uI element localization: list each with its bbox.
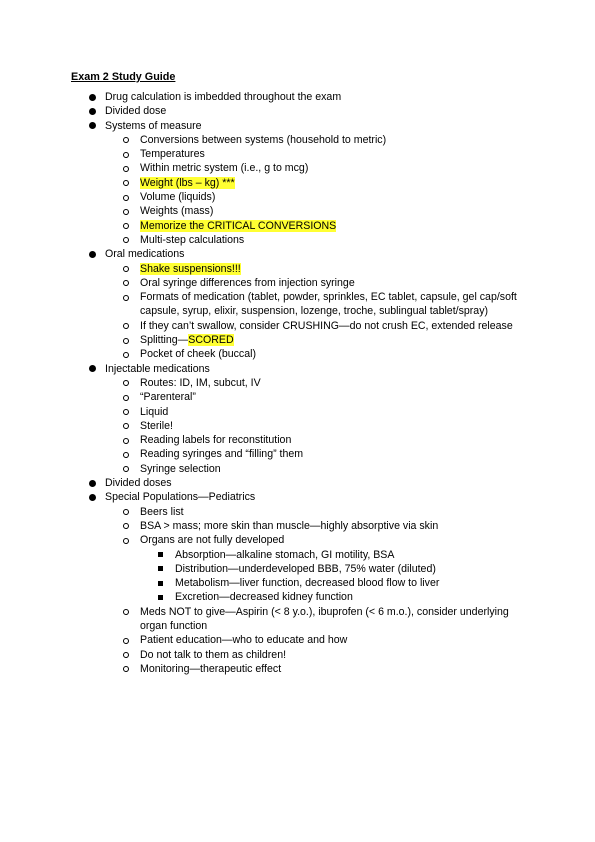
hollow-circle-bullet-icon [123,223,129,229]
hollow-circle-bullet-icon [123,638,129,644]
list-item-level-2 [105,347,520,361]
list-item-text: Formats of medication (tablet, powder, sprinkles, EC tablet, capsule, gel cap/soft capsule, syrup, elixir, suspension, lozenge, troche, sublingual tablet/spray) [140,291,517,318]
hollow-circle-bullet-icon [123,538,129,544]
list-item-text: Splitting— [140,334,189,347]
list-item-text: Volume (liquids) [140,191,216,204]
square-bullet-icon [158,581,163,586]
square-bullet-icon [158,552,163,557]
outline-list [0,90,595,676]
hollow-circle-bullet-icon [123,523,129,529]
list-item-text: Syringe selection [140,462,221,475]
list-item-text: Beers list [140,505,184,518]
hollow-circle-bullet-icon [123,409,129,415]
list-item-text: Weights (mass) [140,205,214,218]
list-item-level-2 [105,405,520,419]
list-item-text: Within metric system (i.e., g to mcg) [140,162,309,175]
highlighted-text: SCORED [188,334,234,347]
list-item-level-2 [105,204,520,218]
list-item-level-2 [105,133,520,147]
list-item-level-2 [105,433,520,447]
list-item-text: BSA > mass; more skin than muscle—highly absorptive via skin [140,519,439,532]
hollow-circle-bullet-icon [123,380,129,386]
list-item-level-1 [0,247,525,361]
sub-list [105,133,525,247]
list-item-level-2 [105,390,520,404]
filled-circle-bullet-icon [89,94,96,101]
list-item-level-2 [105,419,520,433]
list-item-level-2 [105,290,520,319]
hollow-circle-bullet-icon [123,652,129,658]
list-item-text: Sterile! [140,419,173,432]
list-item-level-3 [140,576,505,590]
list-item-level-3 [140,590,505,604]
hollow-circle-bullet-icon [123,152,129,158]
hollow-circle-bullet-icon [123,438,129,444]
list-item-level-3 [140,562,505,576]
hollow-circle-bullet-icon [123,237,129,243]
list-item-text: Divided doses [105,477,172,490]
hollow-circle-bullet-icon [123,609,129,615]
filled-circle-bullet-icon [89,251,96,258]
list-item-level-2 [105,190,520,204]
list-item-text: Conversions between systems (household to metric) [140,133,387,146]
square-bullet-icon [158,566,163,571]
list-item-level-2 [105,519,520,533]
sub-list [140,548,520,605]
list-item-text: Oral medications [105,248,185,261]
filled-circle-bullet-icon [89,480,96,487]
hollow-circle-bullet-icon [123,352,129,358]
list-item-level-1 [0,490,525,676]
list-item-text: Monitoring—therapeutic effect [140,662,282,675]
list-item-level-2 [105,533,520,604]
list-item-text: Reading labels for reconstitution [140,434,292,447]
sub-list [105,376,525,476]
list-item-text: Memorize the CRITICAL CONVERSIONS [140,219,337,232]
list-item-text: Liquid [140,405,169,418]
hollow-circle-bullet-icon [123,323,129,329]
list-item-text: Temperatures [140,148,205,161]
sub-list [105,505,525,677]
hollow-circle-bullet-icon [123,509,129,515]
list-item-level-2 [105,262,520,276]
list-item-level-2 [105,662,520,676]
list-item-level-1 [0,119,525,248]
filled-circle-bullet-icon [89,122,96,129]
list-item-level-2 [105,605,520,634]
list-item-level-3 [140,548,505,562]
filled-circle-bullet-icon [89,108,96,115]
hollow-circle-bullet-icon [123,423,129,429]
hollow-circle-bullet-icon [123,395,129,401]
list-item-level-2 [105,633,520,647]
hollow-circle-bullet-icon [123,295,129,301]
list-item-level-2 [105,319,520,333]
hollow-circle-bullet-icon [123,166,129,172]
page-title: Exam 2 Study Guide [71,71,176,83]
list-item-text: Meds NOT to give—Aspirin (< 8 y.o.), ibuprofen (< 6 m.o.), consider underlying organ function [140,605,509,632]
filled-circle-bullet-icon [89,365,96,372]
hollow-circle-bullet-icon [123,209,129,215]
list-item-text: Special Populations—Pediatrics [105,491,256,504]
list-item-text: Absorption—alkaline stomach, GI motility, BSA [175,548,395,561]
list-item-level-2 [105,447,520,461]
list-item-level-2 [105,333,520,347]
list-item-text: Reading syringes and “filling” them [140,448,304,461]
hollow-circle-bullet-icon [123,452,129,458]
hollow-circle-bullet-icon [123,266,129,272]
list-item-text: Routes: ID, IM, subcut, IV [140,376,261,389]
list-item-level-1 [0,90,525,104]
square-bullet-icon [158,595,163,600]
hollow-circle-bullet-icon [123,137,129,143]
list-item-text: Do not talk to them as children! [140,648,287,661]
list-item-text: Excretion—decreased kidney function [175,591,353,604]
filled-circle-bullet-icon [89,494,96,501]
list-item-text: Pocket of cheek (buccal) [140,348,256,361]
list-item-level-2 [105,219,520,233]
list-item-text: Injectable medications [105,362,210,375]
hollow-circle-bullet-icon [123,195,129,201]
hollow-circle-bullet-icon [123,280,129,286]
list-item-text: Distribution—underdeveloped BBB, 75% water (diluted) [175,562,436,575]
list-item-level-2 [105,233,520,247]
hollow-circle-bullet-icon [123,338,129,344]
list-item-level-2 [105,505,520,519]
list-item-level-2 [105,176,520,190]
hollow-circle-bullet-icon [123,666,129,672]
list-item-level-1 [0,104,525,118]
list-item-level-2 [105,161,520,175]
list-item-text: Divided dose [105,105,167,118]
list-item-text: Weight (lbs – kg) *** [140,176,235,189]
list-item-text: Oral syringe differences from injection syringe [140,276,355,289]
sub-list [105,262,525,362]
hollow-circle-bullet-icon [123,466,129,472]
list-item-level-2 [105,376,520,390]
list-item-text: “Parenteral” [140,391,196,404]
list-item-level-1 [0,362,525,476]
list-item-text: Patient education—who to educate and how [140,634,348,647]
list-item-text: Shake suspensions!!! [140,262,241,275]
list-item-text: Drug calculation is imbedded throughout the exam [105,91,342,103]
list-item-level-1 [0,476,525,490]
hollow-circle-bullet-icon [123,180,129,186]
list-item-level-2 [105,648,520,662]
list-item-level-2 [105,276,520,290]
list-item-text: Multi-step calculations [140,233,245,246]
list-item-text: Organs are not fully developed [140,534,285,547]
list-item-level-2 [105,462,520,476]
list-item-text: Systems of measure [105,119,202,132]
list-item-level-2 [105,147,520,161]
list-item-text: If they can’t swallow, consider CRUSHING—do not crush EC, extended release [140,319,513,332]
list-item-text: Metabolism—liver function, decreased blood flow to liver [175,577,440,590]
